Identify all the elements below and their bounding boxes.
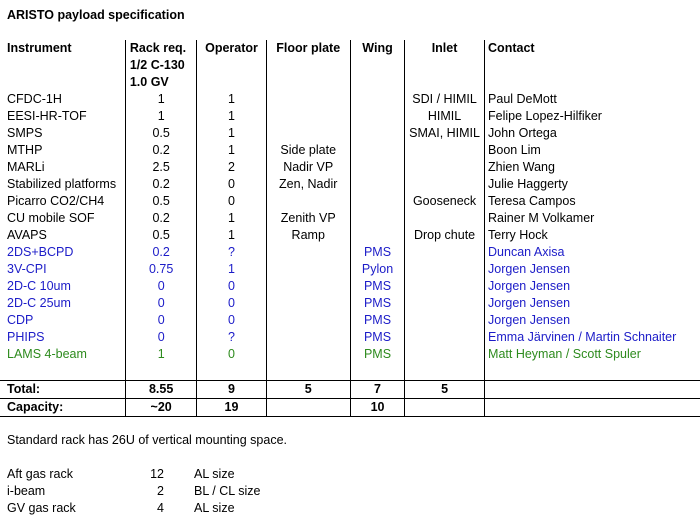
list-item (0, 466, 260, 483)
table-row (0, 125, 700, 142)
total-row (0, 381, 700, 399)
cell-inlet: Drop chute (405, 227, 485, 244)
cell-wing: PMS (350, 244, 404, 261)
header-contact: Contact (485, 40, 700, 91)
total-floor-plate: 5 (266, 381, 350, 399)
cell-contact: Jorgen Jensen (485, 278, 700, 295)
header-inlet: Inlet (405, 40, 485, 91)
cell-inlet (405, 295, 485, 312)
cell-wing: PMS (350, 278, 404, 295)
cell-operator: 1 (197, 227, 266, 244)
cell-operator: 1 (197, 108, 266, 125)
cell-rack: 0.2 (125, 142, 197, 159)
total-rack: 8.55 (125, 381, 197, 399)
cell-instrument: 2DS+BCPD (7, 245, 74, 259)
header-instrument: Instrument (7, 41, 72, 55)
cell-contact: Jorgen Jensen (485, 261, 700, 278)
table-row (0, 227, 700, 244)
cell-floor-plate (266, 346, 350, 363)
cell-operator: 1 (197, 125, 266, 142)
cell-inlet (405, 346, 485, 363)
cell-instrument: AVAPS (7, 228, 47, 242)
cell-inlet: SDI / HIMIL (405, 91, 485, 108)
cell-inlet (405, 312, 485, 329)
cell-wing: Pylon (350, 261, 404, 278)
table-row (0, 312, 700, 329)
rack-count: 4 (157, 501, 164, 515)
header-rack-line2: 1/2 C-130 (129, 58, 185, 72)
cell-operator: 0 (197, 346, 266, 363)
cell-inlet: SMAI, HIMIL (405, 125, 485, 142)
cell-rack: 0.2 (125, 244, 197, 261)
table-row (0, 159, 700, 176)
cell-operator: 1 (197, 261, 266, 278)
table-header-row (0, 40, 700, 91)
cell-wing: PMS (350, 329, 404, 346)
spacer-cell (485, 363, 700, 381)
cell-operator: ? (197, 244, 266, 261)
cell-contact: Julie Haggerty (485, 176, 700, 193)
cell-inlet (405, 159, 485, 176)
cell-contact: Jorgen Jensen (485, 312, 700, 329)
capacity-inlet (405, 399, 485, 417)
spacer-cell (197, 363, 266, 381)
cell-floor-plate: Ramp (266, 227, 350, 244)
capacity-row (0, 399, 700, 417)
header-wing: Wing (350, 40, 404, 91)
total-operator: 9 (197, 381, 266, 399)
table-row (0, 91, 700, 108)
spacer-row (0, 363, 700, 381)
cell-instrument: 2D-C 25um (7, 296, 71, 310)
table-row (0, 193, 700, 210)
cell-wing (350, 176, 404, 193)
total-inlet: 5 (405, 381, 485, 399)
cell-inlet (405, 261, 485, 278)
capacity-wing: 10 (350, 399, 404, 417)
cell-instrument: LAMS 4-beam (7, 347, 87, 361)
rack-count: 2 (157, 484, 164, 498)
cell-contact: Teresa Campos (485, 193, 700, 210)
cell-floor-plate (266, 125, 350, 142)
table-row (0, 210, 700, 227)
cell-wing (350, 142, 404, 159)
spacer-cell (350, 363, 404, 381)
spacer-cell (405, 363, 485, 381)
cell-inlet (405, 329, 485, 346)
cell-floor-plate: Side plate (266, 142, 350, 159)
capacity-contact (485, 399, 700, 417)
cell-instrument: MARLi (7, 160, 45, 174)
header-operator: Operator (197, 40, 266, 91)
cell-contact: Rainer M Volkamer (485, 210, 700, 227)
capacity-operator: 19 (197, 399, 266, 417)
table-row (0, 244, 700, 261)
cell-floor-plate (266, 91, 350, 108)
cell-rack: 1 (125, 91, 197, 108)
cell-rack: 0.2 (125, 210, 197, 227)
cell-inlet (405, 210, 485, 227)
cell-inlet: HIMIL (405, 108, 485, 125)
rack-name: Aft gas rack (7, 467, 73, 481)
table-row (0, 329, 700, 346)
cell-inlet: Gooseneck (405, 193, 485, 210)
cell-contact: John Ortega (485, 125, 700, 142)
cell-rack: 0 (125, 278, 197, 295)
capacity-label: Capacity: (0, 399, 125, 417)
cell-inlet (405, 142, 485, 159)
cell-instrument: MTHP (7, 143, 43, 157)
header-floor-plate: Floor plate (266, 40, 350, 91)
rack-size: AL size (194, 467, 235, 481)
cell-wing: PMS (350, 346, 404, 363)
rack-name: i-beam (7, 484, 46, 498)
cell-floor-plate (266, 244, 350, 261)
cell-contact: Paul DeMott (485, 91, 700, 108)
cell-rack: 0.75 (125, 261, 197, 278)
cell-inlet (405, 244, 485, 261)
cell-contact: Matt Heyman / Scott Spuler (485, 346, 700, 363)
table-row (0, 346, 700, 363)
table-row (0, 295, 700, 312)
cell-contact: Boon Lim (485, 142, 700, 159)
cell-floor-plate (266, 295, 350, 312)
cell-instrument: PHIPS (7, 330, 45, 344)
cell-wing (350, 91, 404, 108)
cell-rack: 0.5 (125, 193, 197, 210)
cell-instrument: Stabilized platforms (7, 177, 117, 191)
cell-operator: 0 (197, 278, 266, 295)
cell-instrument: Picarro CO2/CH4 (7, 194, 105, 208)
cell-contact: Duncan Axisa (485, 244, 700, 261)
cell-operator: 0 (197, 295, 266, 312)
rack-size: BL / CL size (194, 484, 261, 498)
cell-rack: 0.5 (125, 125, 197, 142)
cell-contact: Emma Järvinen / Martin Schnaiter (485, 329, 700, 346)
cell-floor-plate (266, 261, 350, 278)
cell-floor-plate (266, 108, 350, 125)
table-row (0, 142, 700, 159)
cell-rack: 0 (125, 295, 197, 312)
cell-floor-plate: Zenith VP (266, 210, 350, 227)
cell-floor-plate (266, 278, 350, 295)
cell-instrument: EESI-HR-TOF (7, 109, 87, 123)
cell-operator: ? (197, 329, 266, 346)
cell-wing: PMS (350, 295, 404, 312)
spacer-cell (266, 363, 350, 381)
spacer-cell (0, 363, 125, 381)
cell-inlet (405, 176, 485, 193)
cell-inlet (405, 278, 485, 295)
cell-wing (350, 210, 404, 227)
cell-floor-plate: Zen, Nadir (266, 176, 350, 193)
rack-count: 12 (150, 467, 164, 481)
cell-rack: 0 (125, 312, 197, 329)
cell-instrument: 2D-C 10um (7, 279, 71, 293)
cell-operator: 0 (197, 312, 266, 329)
rack-size: AL size (194, 501, 235, 515)
cell-rack: 0.2 (125, 176, 197, 193)
table-row (0, 108, 700, 125)
rack-space-note: Standard rack has 26U of vertical mounting space. (7, 433, 288, 447)
cell-floor-plate (266, 193, 350, 210)
cell-floor-plate (266, 329, 350, 346)
cell-instrument: CDP (7, 313, 34, 327)
cell-wing (350, 125, 404, 142)
capacity-floor-plate (266, 399, 350, 417)
cell-operator: 1 (197, 91, 266, 108)
table-row (0, 278, 700, 295)
cell-operator: 1 (197, 210, 266, 227)
rack-summary-table (0, 466, 260, 517)
cell-instrument: CU mobile SOF (7, 211, 95, 225)
cell-wing (350, 193, 404, 210)
header-rack (125, 40, 197, 91)
cell-wing (350, 159, 404, 176)
rack-name: GV gas rack (7, 501, 76, 515)
list-item (0, 500, 260, 517)
list-item (0, 483, 260, 500)
cell-instrument: SMPS (7, 126, 43, 140)
cell-instrument: 3V-CPI (7, 262, 47, 276)
table-row (0, 176, 700, 193)
cell-operator: 0 (197, 176, 266, 193)
cell-wing: PMS (350, 312, 404, 329)
cell-rack: 1 (125, 346, 197, 363)
cell-operator: 0 (197, 193, 266, 210)
cell-operator: 1 (197, 142, 266, 159)
capacity-rack: ~20 (125, 399, 197, 417)
cell-rack: 2.5 (125, 159, 197, 176)
cell-contact: Terry Hock (485, 227, 700, 244)
cell-operator: 2 (197, 159, 266, 176)
cell-contact: Zhien Wang (485, 159, 700, 176)
cell-floor-plate: Nadir VP (266, 159, 350, 176)
total-contact (485, 381, 700, 399)
cell-wing (350, 227, 404, 244)
cell-instrument: CFDC-1H (7, 92, 62, 106)
header-rack-line3: 1.0 GV (129, 75, 169, 89)
total-wing: 7 (350, 381, 404, 399)
payload-table (0, 40, 700, 417)
cell-contact: Felipe Lopez-Hilfiker (485, 108, 700, 125)
spacer-cell (125, 363, 197, 381)
cell-rack: 0.5 (125, 227, 197, 244)
cell-rack: 0 (125, 329, 197, 346)
document-title: ARISTO payload specification (7, 8, 185, 22)
table-row (0, 261, 700, 278)
cell-contact: Jorgen Jensen (485, 295, 700, 312)
cell-floor-plate (266, 312, 350, 329)
cell-rack: 1 (125, 108, 197, 125)
total-label: Total: (0, 381, 125, 399)
cell-wing (350, 108, 404, 125)
header-rack-line1: Rack req. (129, 41, 187, 55)
